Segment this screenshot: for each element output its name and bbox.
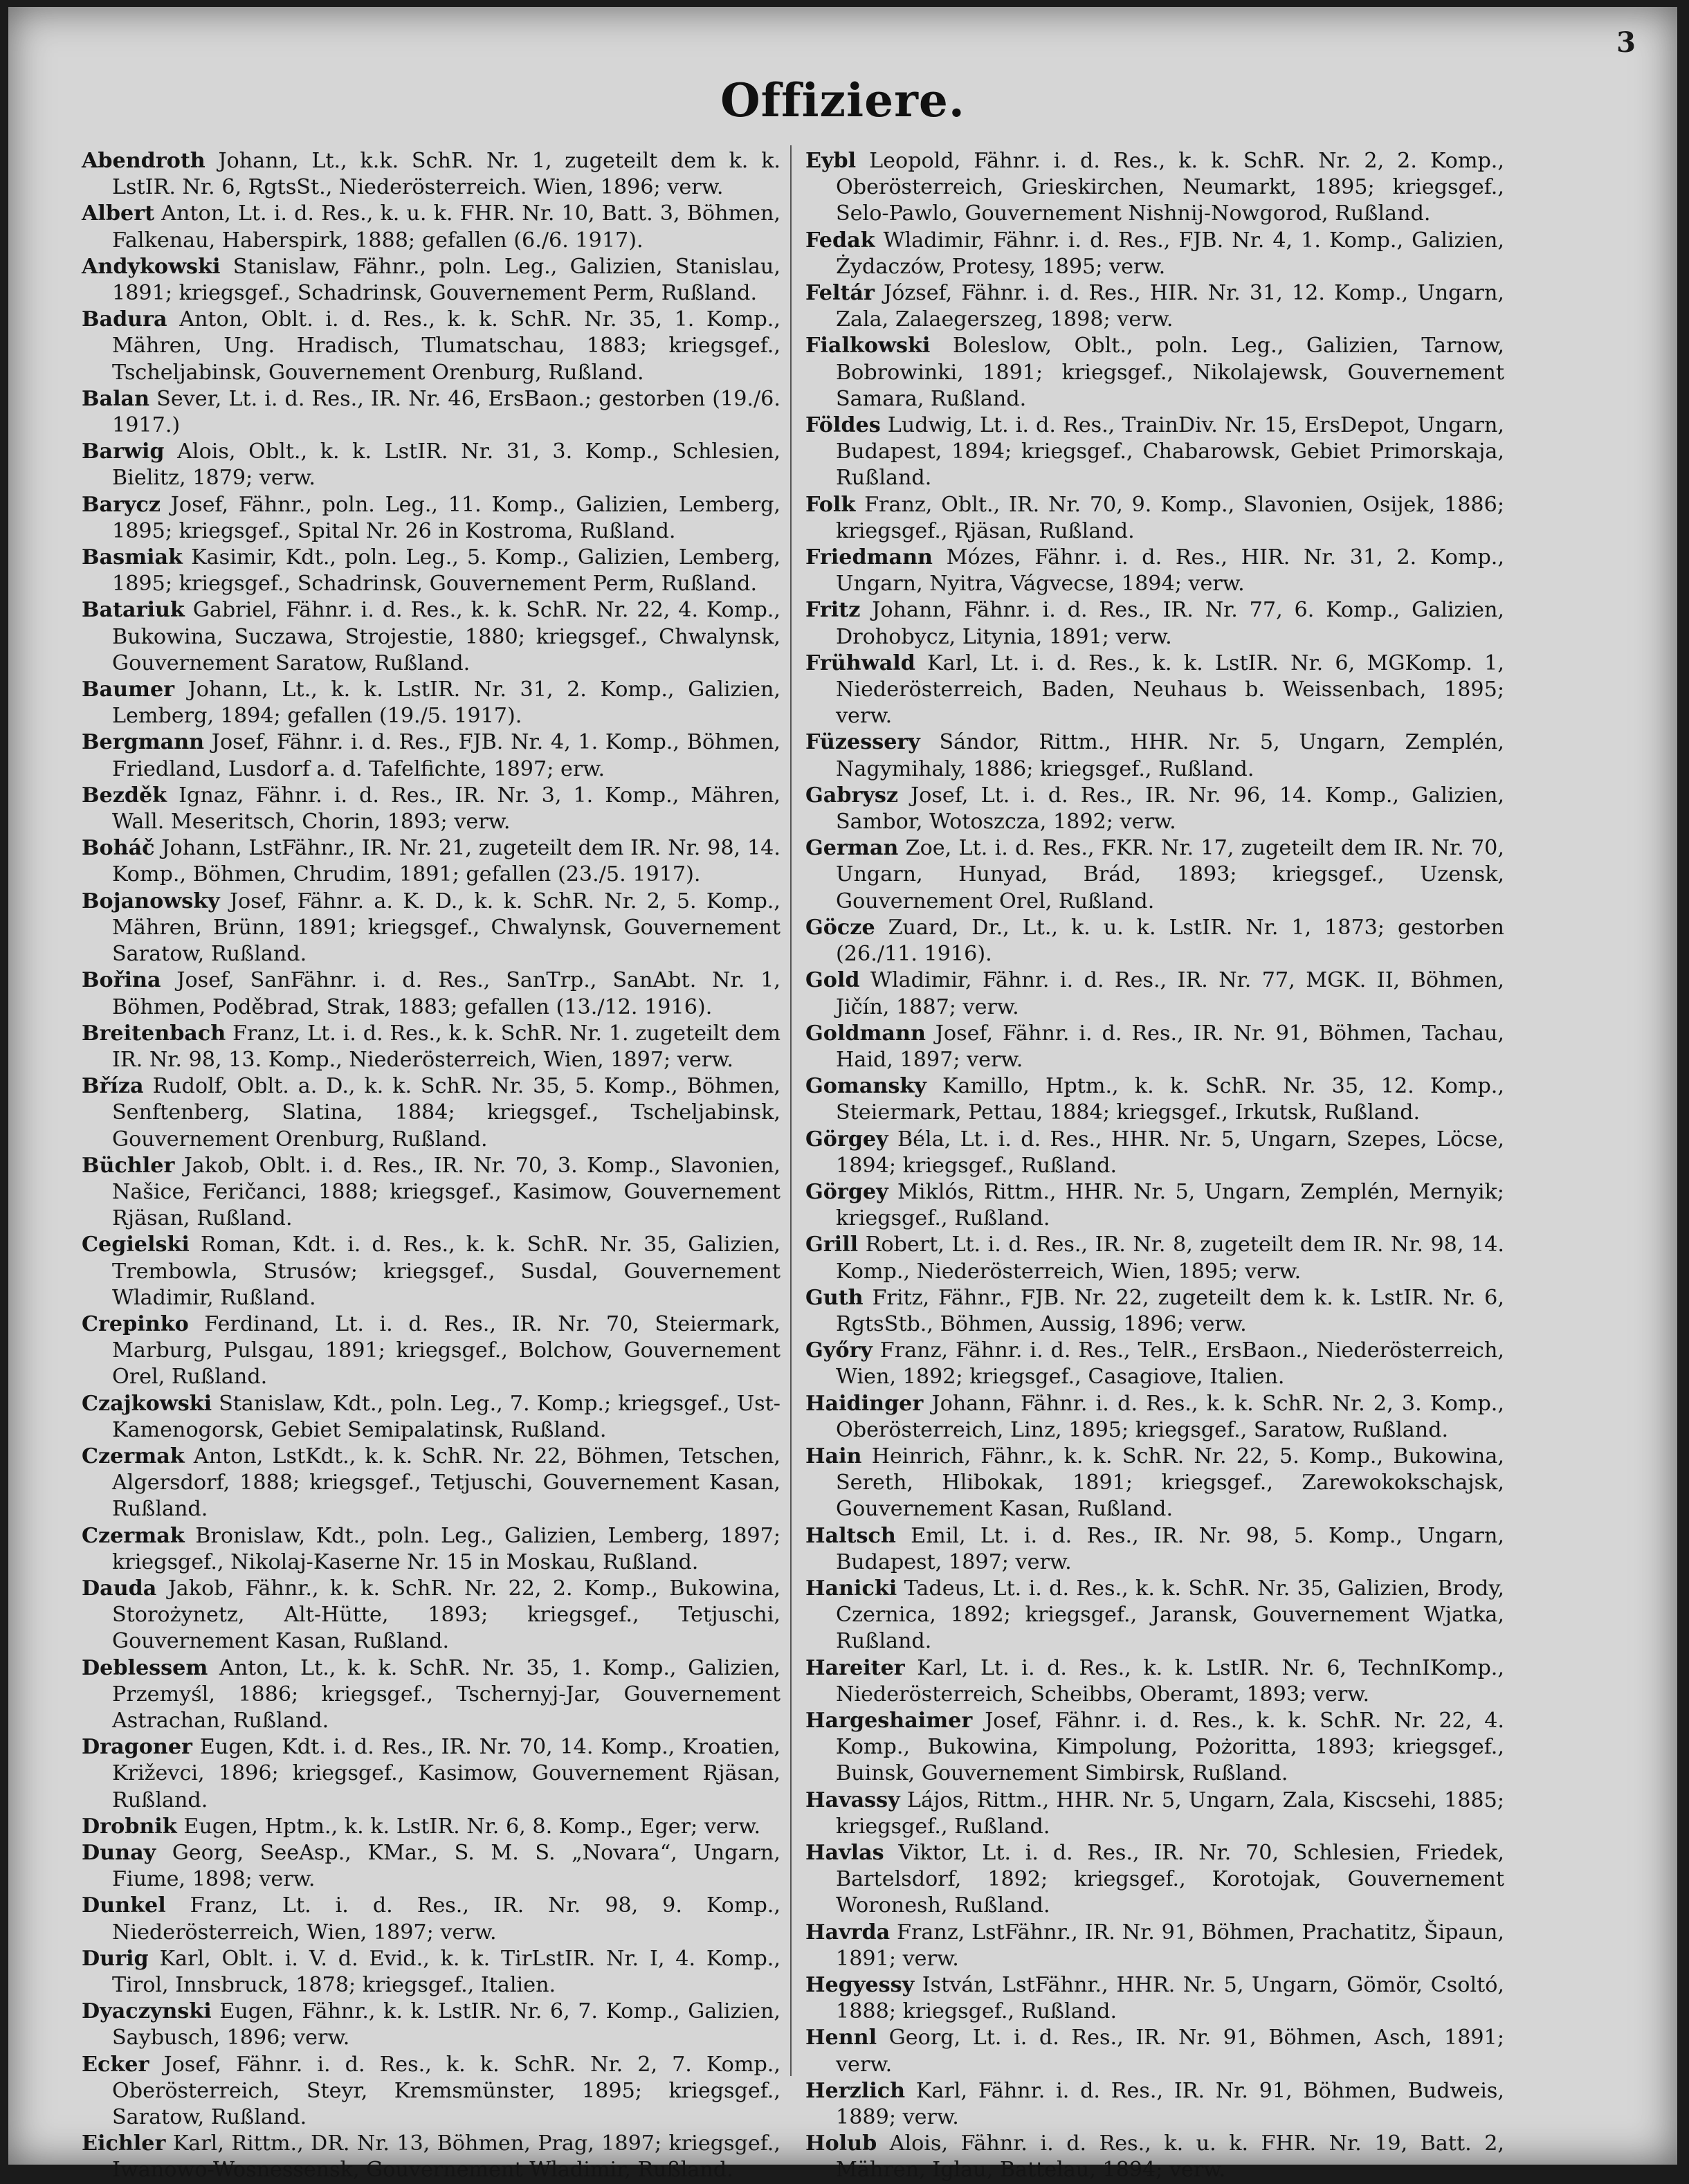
list-item	[805, 228, 1504, 280]
list-item	[805, 1179, 1504, 1232]
entry-surname: Drobnik	[82, 1814, 177, 1839]
entry-details: Franz, Oblt., IR. Nr. 70, 9. Komp., Slavonien, Osijek, 1886; kriegsgef., Rjäsan, Rußland.	[836, 492, 1504, 543]
list-item	[82, 1814, 780, 1840]
page-number: 3	[1616, 26, 1636, 59]
list-item	[805, 1021, 1504, 1073]
entry-details: Wladimir, Fähnr. i. d. Res., FJB. Nr. 4, 1. Komp., Galizien, Żydaczów, Protesy, 1895; verw.	[836, 228, 1504, 279]
entry-surname: Görgey	[805, 1127, 888, 1152]
list-item	[82, 2052, 780, 2131]
entry-details: Franz, Lt. i. d. Res., k. k. SchR. Nr. 1. zugeteilt dem IR. Nr. 98, 13. Komp., Niederösterreich, Wien, 1897; verw.	[112, 1021, 780, 1072]
document-page	[8, 7, 1677, 2183]
entry-surname: Hain	[805, 1444, 862, 1468]
list-item	[805, 835, 1504, 915]
entry-details: Alois, Fähnr. i. d. Res., k. u. k. FHR. Nr. 19, Batt. 2, Mähren, Iglau, Battelau, 1894; verw.	[836, 2131, 1504, 2183]
entry-surname: Czermak	[82, 1523, 185, 1548]
list-item	[805, 1708, 1504, 1787]
entry-details: Rudolf, Oblt. a. D., k. k. SchR. Nr. 35, 5. Komp., Böhmen, Senftenberg, Slatina, 1884; kriegsgef., Tscheljabinsk, Gouvernement Orenburg, Rußland.	[112, 1074, 780, 1152]
list-item	[82, 1311, 780, 1391]
entry-details: Franz, LstFähnr., IR. Nr. 91, Böhmen, Prachatitz, Šipaun, 1891; verw.	[836, 1920, 1504, 1971]
entry-details: Jakob, Fähnr., k. k. SchR. Nr. 22, 2. Komp., Bukowina, Storożynetz, Alt-Hütte, 1893; kriegsgef., Tetjuschi, Gouvernement Kasan, Rußland.	[112, 1576, 780, 1654]
list-item	[82, 1840, 780, 1893]
entry-surname: Haltsch	[805, 1523, 896, 1548]
entry-details: Gabriel, Fähnr. i. d. Res., k. k. SchR. Nr. 22, 4. Komp., Bukowina, Suczawa, Strojestie, 1880; kriegsgef., Chwalynsk, Gouvernement Saratow, Rußland.	[112, 598, 780, 675]
entry-surname: Ecker	[82, 2052, 149, 2077]
list-item	[805, 1523, 1504, 1576]
entry-details: Karl, Lt. i. d. Res., k. k. LstIR. Nr. 6, TechnIKomp., Niederösterreich, Scheibbs, Oberamt, 1893; verw.	[836, 1655, 1504, 1707]
entry-surname: Barwig	[82, 439, 165, 464]
entry-details: Karl, Oblt. i. V. d. Evid., k. k. TirLstIR. Nr. I, 4. Komp., Tirol, Innsbruck, 1878; kriegsgef., Italien.	[112, 1946, 780, 1998]
list-item	[82, 2131, 780, 2183]
list-item	[805, 1655, 1504, 1708]
entry-surname: Eybl	[805, 149, 857, 173]
list-item	[82, 254, 780, 307]
entry-surname: Batariuk	[82, 598, 185, 623]
entry-details: Georg, SeeAsp., KMar., S. M. S. „Novara“, Ungarn, Fiume, 1898; verw.	[112, 1841, 780, 1892]
entry-surname: Folk	[805, 492, 856, 517]
entry-details: Johann, Lt., k.k. SchR. Nr. 1, zugeteilt dem k. k. LstIR. Nr. 6, RgtsSt., Niederösterreich. Wien, 1896; verw.	[112, 149, 780, 200]
list-item	[805, 1444, 1504, 1523]
list-item	[82, 1655, 780, 1735]
list-item	[82, 439, 780, 491]
entry-details: Anton, Oblt. i. d. Res., k. k. SchR. Nr. 35, 1. Komp., Mähren, Ung. Hradisch, Tlumatschau, 1883; kriegsgef., Tscheljabinsk, Gouvernement Orenburg, Rußland.	[112, 307, 780, 385]
list-item	[82, 1444, 780, 1523]
list-item	[82, 148, 780, 201]
entry-surname: Herzlich	[805, 2078, 906, 2103]
entry-surname: Füzessery	[805, 730, 920, 755]
entry-details: Leopold, Fähnr. i. d. Res., k. k. SchR. Nr. 2, 2. Komp., Oberösterreich, Grieskirchen, Neumarkt, 1895; kriegsgef., Selo-Pawlo, Gouvernement Nishnij-Nowgorod, Rußland.	[836, 149, 1504, 226]
entry-details: Tadeus, Lt. i. d. Res., k. k. SchR. Nr. 35, Galizien, Brody, Czernica, 1892; kriegsgef., Jaransk, Gouvernement Wjatka, Rußland.	[836, 1576, 1504, 1654]
list-item	[82, 889, 780, 968]
entry-details: Alois, Oblt., k. k. LstIR. Nr. 31, 3. Komp., Schlesien, Bielitz, 1879; verw.	[112, 439, 780, 491]
list-item	[82, 545, 780, 597]
list-item	[82, 1734, 780, 1814]
entry-details: József, Fähnr. i. d. Res., HIR. Nr. 31, 12. Komp., Ungarn, Zala, Zalaegerszeg, 1898; verw.	[836, 281, 1504, 332]
list-item	[82, 1232, 780, 1311]
entry-surname: Dragoner	[82, 1735, 192, 1760]
list-item	[82, 201, 780, 253]
entry-details: Franz, Lt. i. d. Res., IR. Nr. 98, 9. Komp., Niederösterreich, Wien, 1897; verw.	[112, 1893, 780, 1945]
list-item	[805, 2131, 1504, 2183]
entry-surname: Eichler	[82, 2131, 166, 2156]
entry-details: Karl, Fähnr. i. d. Res., IR. Nr. 91, Böhmen, Budweis, 1889; verw.	[836, 2078, 1504, 2130]
entry-surname: Hennl	[805, 2026, 877, 2050]
entry-surname: Holub	[805, 2131, 877, 2156]
entry-surname: Andykowski	[82, 254, 221, 279]
list-item	[82, 967, 780, 1020]
entry-surname: Havassy	[805, 1787, 900, 1812]
entry-surname: Friedmann	[805, 545, 933, 570]
entry-surname: Dunay	[82, 1841, 156, 1865]
entry-details: Zuard, Dr., Lt., k. u. k. LstIR. Nr. 1, 1873; gestorben (26./11. 1916).	[836, 915, 1504, 967]
entry-details: Eugen, Fähnr., k. k. LstIR. Nr. 6, 7. Komp., Galizien, Saybusch, 1896; verw.	[112, 1999, 780, 2050]
entry-surname: Fedak	[805, 228, 875, 253]
entry-surname: Durig	[82, 1946, 149, 1971]
entry-details: Josef, Fähnr. a. K. D., k. k. SchR. Nr. 2, 5. Komp., Mähren, Brünn, 1891; kriegsgef., Chwalynsk, Gouvernement Saratow, Rußland.	[112, 889, 780, 967]
entry-details: Eugen, Kdt. i. d. Res., IR. Nr. 70, 14. Komp., Kroatien, Križevci, 1896; kriegsgef., Kasimow, Gouvernement Rjäsan, Rußland.	[112, 1735, 780, 1812]
list-item	[805, 1576, 1504, 1655]
entry-surname: Hargeshaimer	[805, 1708, 973, 1733]
list-item	[82, 307, 780, 386]
list-item	[805, 1391, 1504, 1444]
entry-details: Eugen, Hptm., k. k. LstIR. Nr. 6, 8. Komp., Eger; verw.	[183, 1814, 761, 1839]
entry-surname: Czermak	[82, 1444, 185, 1468]
list-item	[82, 492, 780, 545]
list-item	[82, 1523, 780, 1576]
list-item	[805, 2025, 1504, 2077]
list-item	[82, 1946, 780, 1999]
entry-surname: Goldmann	[805, 1021, 926, 1046]
entry-details: István, LstFähnr., HHR. Nr. 5, Ungarn, Gömör, Csoltó, 1888; kriegsgef., Rußland.	[836, 1973, 1504, 2024]
list-item	[805, 545, 1504, 597]
entry-surname: Földes	[805, 413, 881, 438]
entry-details: Miklós, Rittm., HHR. Nr. 5, Ungarn, Zemplén, Mernyik; kriegsgef., Rußland.	[836, 1179, 1504, 1231]
entry-details: Johann, Fähnr. i. d. Res., k. k. SchR. Nr. 2, 3. Komp., Oberösterreich, Linz, 1895; kriegsgef., Saratow, Rußland.	[836, 1391, 1504, 1442]
entry-details: Josef, Fähnr., poln. Leg., 11. Komp., Galizien, Lemberg, 1895; kriegsgef., Spital Nr. 26 in Kostroma, Rußland.	[112, 492, 780, 543]
entry-details: Béla, Lt. i. d. Res., HHR. Nr. 5, Ungarn, Szepes, Löcse, 1894; kriegsgef., Rußland.	[836, 1127, 1504, 1178]
entry-surname: Bojanowsky	[82, 889, 220, 913]
list-item	[805, 915, 1504, 967]
list-item	[82, 783, 780, 835]
entry-details: Johann, Fähnr. i. d. Res., IR. Nr. 77, 6. Komp., Galizien, Drohobycz, Litynia, 1891; verw.	[836, 598, 1504, 649]
entry-surname: Crepinko	[82, 1311, 189, 1336]
entry-surname: Haidinger	[805, 1391, 924, 1416]
entry-surname: Győry	[805, 1338, 873, 1363]
entry-surname: Fritz	[805, 598, 861, 623]
entry-surname: Cegielski	[82, 1232, 190, 1257]
entry-details: Kamillo, Hptm., k. k. SchR. Nr. 35, 12. Komp., Steiermark, Pettau, 1884; kriegsgef., Irkutsk, Rußland.	[836, 1074, 1504, 1125]
entry-details: Sever, Lt. i. d. Res., IR. Nr. 46, ErsBaon.; gestorben (19./6. 1917.)	[112, 386, 780, 438]
entry-details: Stanislaw, Kdt., poln. Leg., 7. Komp.; kriegsgef., Ust-Kamenogorsk, Gebiet Semipalatinsk, Rußland.	[112, 1391, 780, 1442]
list-item	[805, 597, 1504, 650]
entry-surname: Hegyessy	[805, 1973, 915, 1998]
entry-surname: Göcze	[805, 915, 875, 940]
entry-surname: Hareiter	[805, 1655, 905, 1680]
list-item	[82, 1153, 780, 1232]
list-item	[805, 1338, 1504, 1390]
entry-surname: Dunkel	[82, 1893, 166, 1918]
list-item	[82, 597, 780, 677]
entry-details: Anton, LstKdt., k. k. SchR. Nr. 22, Böhmen, Tetschen, Algersdorf, 1888; kriegsgef., Tetjuschi, Gouvernement Kasan, Rußland.	[112, 1444, 780, 1522]
entry-details: Sándor, Rittm., HHR. Nr. 5, Ungarn, Zemplén, Nagymihaly, 1886; kriegsgef., Rußland.	[836, 730, 1504, 781]
entry-surname: Feltár	[805, 281, 875, 306]
entry-surname: Bříza	[82, 1074, 144, 1099]
list-item	[805, 1920, 1504, 1972]
entry-surname: Gold	[805, 968, 860, 993]
entry-details: Viktor, Lt. i. d. Res., IR. Nr. 70, Schlesien, Friedek, Bartelsdorf, 1892; kriegsgef., Korotojak, Gouvernement Woronesh, Rußland.	[836, 1841, 1504, 1918]
list-item	[805, 1840, 1504, 1920]
entry-details: Josef, SanFähnr. i. d. Res., SanTrp., SanAbt. Nr. 1, Böhmen, Poděbrad, Strak, 1883; gefallen (13./12. 1916).	[112, 968, 780, 1019]
list-item	[805, 1285, 1504, 1338]
list-item	[805, 1232, 1504, 1284]
entry-surname: Frühwald	[805, 650, 915, 675]
entry-details: Stanislaw, Fähnr., poln. Leg., Galizien, Stanislau, 1891; kriegsgef., Schadrinsk, Gouvernement Perm, Rußland.	[112, 254, 780, 306]
entry-details: Georg, Lt. i. d. Res., IR. Nr. 91, Böhmen, Asch, 1891; verw.	[836, 2026, 1504, 2077]
list-item	[805, 1073, 1504, 1126]
entry-surname: Grill	[805, 1232, 859, 1257]
list-item	[82, 1576, 780, 1655]
list-item	[805, 2078, 1504, 2131]
entry-details: Zoe, Lt. i. d. Res., FKR. Nr. 17, zugeteilt dem IR. Nr. 70, Ungarn, Hunyad, Brád, 1893; kriegsgef., Uzensk, Gouvernement Orel, Rußland.	[836, 836, 1504, 913]
list-item	[805, 280, 1504, 333]
list-item	[805, 1972, 1504, 2025]
list-item	[82, 729, 780, 782]
page-title: Offiziere.	[720, 73, 965, 127]
entry-details: Franz, Fähnr. i. d. Res., TelR., ErsBaon., Niederösterreich, Wien, 1892; kriegsgef., Casagiove, Italien.	[836, 1338, 1504, 1390]
entry-surname: Badura	[82, 307, 167, 332]
list-item	[82, 677, 780, 729]
entry-surname: Boháč	[82, 836, 155, 861]
entry-details: Anton, Lt. i. d. Res., k. u. k. FHR. Nr. 10, Batt. 3, Böhmen, Falkenau, Haberspirk, 1888; gefallen (6./6. 1917).	[112, 201, 780, 253]
entry-surname: Balan	[82, 386, 150, 411]
list-item	[82, 386, 780, 439]
entry-details: Robert, Lt. i. d. Res., IR. Nr. 8, zugeteilt dem IR. Nr. 98, 14. Komp., Niederösterreich, Wien, 1895; verw.	[836, 1232, 1504, 1284]
entry-details: Josef, Fähnr. i. d. Res., IR. Nr. 91, Böhmen, Tachau, Haid, 1897; verw.	[836, 1021, 1504, 1072]
entry-details: Johann, LstFähnr., IR. Nr. 21, zugeteilt dem IR. Nr. 98, 14. Komp., Böhmen, Chrudim, 1891; gefallen (23./5. 1917).	[112, 836, 780, 887]
entry-surname: Guth	[805, 1285, 864, 1310]
entry-surname: Dyaczynski	[82, 1999, 212, 2024]
column-divider	[790, 145, 792, 2076]
entry-surname: Büchler	[82, 1153, 175, 1178]
entry-details: Ludwig, Lt. i. d. Res., TrainDiv. Nr. 15, ErsDepot, Ungarn, Budapest, 1894; kriegsgef., Chabarowsk, Gebiet Primorskaja, Rußland.	[836, 413, 1504, 491]
entry-surname: Basmiak	[82, 545, 183, 570]
entry-details: Heinrich, Fähnr., k. k. SchR. Nr. 22, 5. Komp., Bukowina, Sereth, Hlibokak, 1891; kriegsgef., Zarewokokschajsk, Gouvernement Kasan, Rußland.	[836, 1444, 1504, 1522]
entry-details: Bronislaw, Kdt., poln. Leg., Galizien, Lemberg, 1897; kriegsgef., Nikolaj-Kaserne Nr. 15 in Moskau, Rußland.	[112, 1523, 780, 1574]
entry-surname: Czajkowski	[82, 1391, 212, 1416]
entry-details: Ferdinand, Lt. i. d. Res., IR. Nr. 70, Steiermark, Marburg, Pulsgau, 1891; kriegsgef., Bolchow, Gouvernement Orel, Rußland.	[112, 1311, 780, 1390]
entry-details: Johann, Lt., k. k. LstIR. Nr. 31, 2. Komp., Galizien, Lemberg, 1894; gefallen (19./5. 1917).	[112, 677, 780, 729]
list-item	[82, 1999, 780, 2051]
entry-details: Jakob, Oblt. i. d. Res., IR. Nr. 70, 3. Komp., Slavonien, Našice, Feričanci, 1888; kriegsgef., Kasimow, Gouvernement Rjäsan, Rußland.	[112, 1153, 780, 1231]
entry-surname: Hanicki	[805, 1576, 897, 1601]
entry-surname: Bezděk	[82, 783, 167, 808]
entry-details: Josef, Fähnr. i. d. Res., k. k. SchR. Nr. 2, 7. Komp., Oberösterreich, Steyr, Kremsmünster, 1895; kriegsgef., Saratow, Rußland.	[112, 2052, 780, 2130]
entry-surname: Fialkowski	[805, 334, 931, 358]
entry-surname: Bořina	[82, 968, 161, 993]
entry-details: Lájos, Rittm., HHR. Nr. 5, Ungarn, Zala, Kiscsehi, 1885; kriegsgef., Rußland.	[836, 1787, 1504, 1839]
left-column	[82, 148, 780, 2184]
entry-surname: Breitenbach	[82, 1021, 226, 1046]
entry-surname: Bergmann	[82, 730, 205, 755]
list-item	[82, 1893, 780, 1945]
list-item	[805, 333, 1504, 412]
entry-surname: Dauda	[82, 1576, 157, 1601]
entry-details: Karl, Rittm., DR. Nr. 13, Böhmen, Prag, 1897; kriegsgef., Iwanowo-Wosnessensk, Gouvernement Wladimir, Rußland.	[112, 2131, 780, 2183]
list-item	[805, 650, 1504, 730]
entry-details: Fritz, Fähnr., FJB. Nr. 22, zugeteilt dem k. k. LstIR. Nr. 6, RgtsStb., Böhmen, Aussig, 1896; verw.	[836, 1285, 1504, 1336]
entry-details: Ignaz, Fähnr. i. d. Res., IR. Nr. 3, 1. Komp., Mähren, Wall. Meseritsch, Chorin, 1893; verw.	[112, 783, 780, 835]
entry-details: Josef, Fähnr. i. d. Res., k. k. SchR. Nr. 22, 4. Komp., Bukowina, Kimpolung, Pożoritta, 1893; kriegsgef., Buinsk, Gouvernement Simbirsk, Rußland.	[836, 1708, 1504, 1786]
list-item	[805, 729, 1504, 782]
list-item	[805, 148, 1504, 228]
entry-surname: Abendroth	[82, 149, 206, 173]
entry-surname: Albert	[82, 201, 155, 226]
entry-surname: Görgey	[805, 1179, 888, 1204]
entry-surname: Deblessem	[82, 1655, 208, 1680]
entry-details: Roman, Kdt. i. d. Res., k. k. SchR. Nr. 35, Galizien, Trembowla, Strusów; kriegsgef., Susdal, Gouvernement Wladimir, Rußland.	[112, 1232, 780, 1310]
entry-surname: Havlas	[805, 1841, 884, 1865]
list-item	[805, 1127, 1504, 1179]
entry-surname: Gomansky	[805, 1074, 926, 1099]
entry-details: Josef, Fähnr. i. d. Res., FJB. Nr. 4, 1. Komp., Böhmen, Friedland, Lusdorf a. d. Tafelfichte, 1897; erw.	[112, 730, 780, 781]
list-item	[805, 492, 1504, 545]
list-item	[805, 412, 1504, 492]
entry-surname: Baumer	[82, 677, 175, 702]
entry-details: Emil, Lt. i. d. Res., IR. Nr. 98, 5. Komp., Ungarn, Budapest, 1897; verw.	[836, 1523, 1504, 1574]
list-item	[805, 967, 1504, 1020]
entry-surname: Barycz	[82, 492, 161, 517]
list-item	[82, 1021, 780, 1073]
entry-details: Boleslow, Oblt., poln. Leg., Galizien, Tarnow, Bobrowinki, 1891; kriegsgef., Nikolajewsk, Gouvernement Samara, Rußland.	[836, 334, 1504, 411]
list-item	[82, 1391, 780, 1444]
list-item	[805, 783, 1504, 835]
entry-surname: German	[805, 836, 899, 861]
entry-details: Josef, Lt. i. d. Res., IR. Nr. 96, 14. Komp., Galizien, Sambor, Wotoszcza, 1892; verw.	[836, 783, 1504, 835]
entry-surname: Gabrysz	[805, 783, 899, 808]
entry-details: Karl, Lt. i. d. Res., k. k. LstIR. Nr. 6, MGKomp. 1, Niederösterreich, Baden, Neuhaus b. Weissenbach, 1895; verw.	[836, 650, 1504, 729]
entry-details: Mózes, Fähnr. i. d. Res., HIR. Nr. 31, 2. Komp., Ungarn, Nyitra, Vágvecse, 1894; verw.	[836, 545, 1504, 597]
entry-surname: Havrda	[805, 1920, 891, 1945]
entry-details: Kasimir, Kdt., poln. Leg., 5. Komp., Galizien, Lemberg, 1895; kriegsgef., Schadrinsk, Gouvernement Perm, Rußland.	[112, 545, 780, 597]
list-item	[805, 1787, 1504, 1840]
entry-details: Anton, Lt., k. k. SchR. Nr. 35, 1. Komp., Galizien, Przemyśl, 1886; kriegsgef., Tschernyj-Jar, Gouvernement Astrachan, Rußland.	[112, 1655, 780, 1733]
right-column	[805, 148, 1504, 2184]
list-item	[82, 1073, 780, 1153]
entry-details: Wladimir, Fähnr. i. d. Res., IR. Nr. 77, MGK. II, Böhmen, Jičín, 1887; verw.	[836, 968, 1504, 1019]
list-item	[82, 835, 780, 888]
